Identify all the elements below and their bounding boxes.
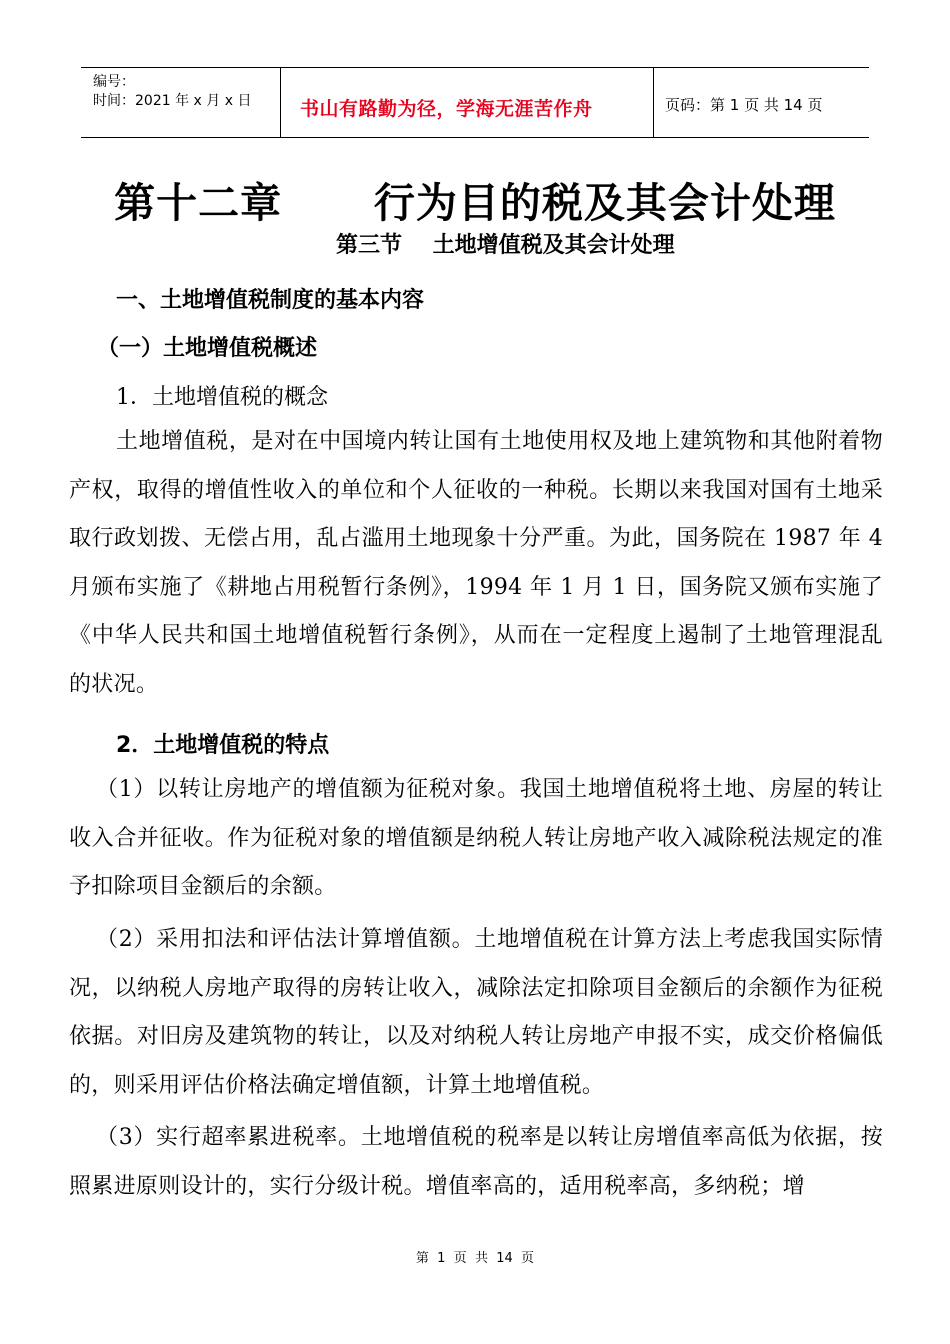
header-motto-cell xyxy=(280,68,654,137)
document-date-label: 时间：2021 年 x 月 x 日 xyxy=(93,93,252,109)
header-table xyxy=(81,67,869,138)
heading-basic-content: 一、土地增值税制度的基本内容 xyxy=(116,288,425,313)
feature-point-3: （3）实行超率累进税率。土地增值税的税率是以转让房增值率高低为依据，按照累进原则设计的，实行分级计税。增值率高的，适用税率高，多纳税；增 xyxy=(69,1125,883,1199)
item-concept-title: 1．土地增值税的概念 xyxy=(116,385,328,410)
chapter-title: 第十二章 行为目的税及其会计处理 xyxy=(114,179,836,227)
document-number-label: 编号： xyxy=(93,74,135,90)
concept-paragraph: 土地增值税，是对在中国境内转让国有土地使用权及地上建筑物和其他附着物产权，取得的增值性收入的单位和个人征收的一种税。长期以来我国对国有土地采取行政划拨、无偿占用，乱占滥用土地现象十分严重。为此，国务院在 1987 年 4 月颁布实施了《耕地占用税暂行条例》，1994 年 1 月 1 日，国务院又颁布实施了《中华人民共和国土地增值税暂行条例》，从而在一定程度上遏制了土地管理混乱的状况。 xyxy=(69,429,883,697)
header-page-cell xyxy=(653,68,869,137)
feature-point-1: （1）以转让房地产的增值额为征税对象。我国土地增值税将土地、房屋的转让收入合并征收。作为征税对象的增值额是纳税人转让房地产收入减除税法规定的准予扣除项目金额后的余额。 xyxy=(69,777,883,899)
page-footer: 第 1 页 共 14 页 xyxy=(415,1251,535,1266)
page-code: 页码：第 1 页 共 14 页 xyxy=(665,96,823,114)
heading-overview: （一）土地增值税概述 xyxy=(97,336,318,361)
feature-point-2: （2）采用扣法和评估法计算增值额。土地增值税在计算方法上考虑我国实际情况，以纳税人房地产取得的房转让收入，减除法定扣除项目金额后的余额作为征税依据。对旧房及建筑物的转让，以及对纳税人转让房地产申报不实，成交价格偏低的，则采用评估价格法确定增值额，计算土地增值税。 xyxy=(69,927,883,1098)
item-features-title: 2．土地增值税的特点 xyxy=(116,733,330,758)
header-info-cell xyxy=(81,68,281,137)
motto-text: 书山有路勤为径，学海无涯苦作舟 xyxy=(300,98,593,120)
section-title: 第三节 土地增值税及其会计处理 xyxy=(336,233,675,258)
